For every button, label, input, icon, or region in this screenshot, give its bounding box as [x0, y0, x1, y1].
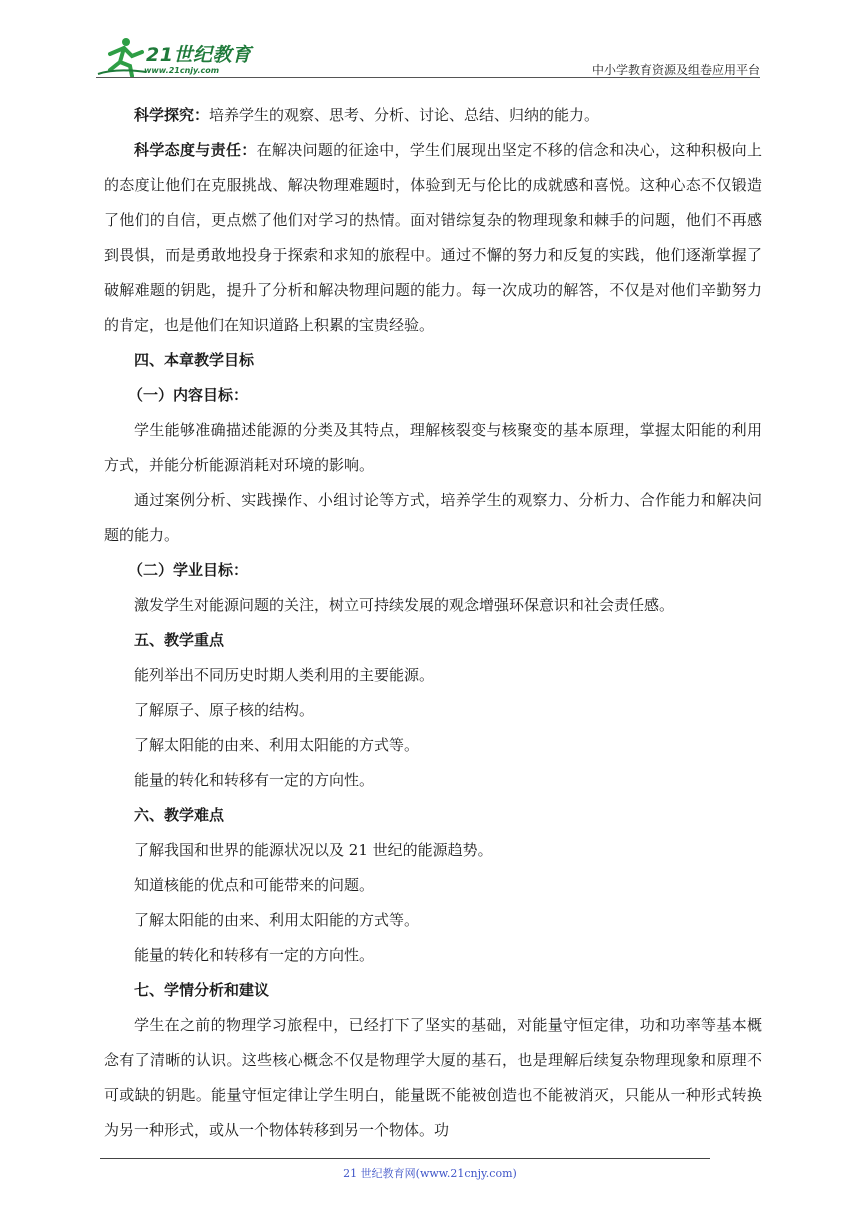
- list-item: 能量的转化和转移有一定的方向性。: [134, 771, 375, 789]
- subheading-academic-goals: （二）学业目标：: [128, 561, 249, 579]
- sci-inquiry-text: 培养学生的观察、思考、分析、讨论、总结、归纳的能力。: [209, 106, 600, 124]
- logo: [96, 34, 266, 78]
- document-body: [104, 98, 762, 1148]
- list-item: 能列举出不同历史时期人类利用的主要能源。: [134, 666, 435, 684]
- sci-inquiry-label: 科学探究：: [134, 106, 210, 124]
- list-item: 了解太阳能的由来、利用太阳能的方式等。: [134, 911, 420, 929]
- section-heading-7: 七、学情分析和建议: [134, 981, 270, 999]
- header-divider: [96, 77, 760, 78]
- logo-text: 21世纪教育: [146, 44, 252, 66]
- sci-attitude-label: 科学态度与责任：: [134, 141, 257, 159]
- list-item: 了解我国和世界的能源状况以及 21 世纪的能源趋势。: [134, 841, 493, 859]
- paragraph: 激发学生对能源问题的关注，树立可持续发展的观念增强环保意识和社会责任感。: [134, 596, 675, 614]
- list-item: 知道核能的优点和可能带来的问题。: [134, 876, 375, 894]
- list-item: 能量的转化和转移有一定的方向性。: [134, 946, 375, 964]
- paragraph: 学生能够准确描述能源的分类及其特点，理解核裂变与核聚变的基本原理，掌握太阳能的利用方式，并能分析能源消耗对环境的影响。: [104, 421, 762, 474]
- footer-text[interactable]: 21 世纪教育网(www.21cnjy.com): [343, 1167, 517, 1180]
- list-item: 了解原子、原子核的结构。: [134, 701, 315, 719]
- logo-url: www.21cnjy.com: [144, 66, 220, 75]
- section-heading-5: 五、教学重点: [134, 631, 225, 649]
- platform-name: 中小学教育资源及组卷应用平台: [591, 63, 760, 77]
- running-figure-icon: [96, 34, 148, 78]
- paragraph-sci-inquiry: [104, 98, 762, 133]
- subheading-content-goals: （一）内容目标：: [128, 386, 249, 404]
- paragraph: 学生在之前的物理学习旅程中，已经打下了坚实的基础，对能量守恒定律，功和功率等基本概念有了清晰的认识。这些核心概念不仅是物理学大厦的基石，也是理解后续复杂物理现象和原理不可或缺的钥匙。能量守恒定律让学生明白，能量既不能被创造也不能被消灭，只能从一种形式转换为另一种形式，或从一个物体转移到另一个物体。功: [104, 1016, 762, 1139]
- list-item: 了解太阳能的由来、利用太阳能的方式等。: [134, 736, 420, 754]
- sci-attitude-text: 在解决问题的征途中，学生们展现出坚定不移的信念和决心，这种积极向上的态度让他们在克服挑战、解决物理难题时，体验到无与伦比的成就感和喜悦。这种心态不仅锻造了他们的自信，更点燃了他们对学习的热情。面对错综复杂的物理现象和棘手的问题，他们不再感到畏惧，而是勇敢地投身于探索和求知的旅程中。通过不懈的努力和反复的实践，他们逐渐掌握了破解难题的钥匙，提升了分析和解决物理问题的能力。每一次成功的解答，不仅是对他们辛勤努力的肯定，也是他们在知识道路上积累的宝贵经验。: [104, 141, 762, 334]
- paragraph-sci-attitude: [104, 133, 762, 343]
- section-heading-4: 四、本章教学目标: [134, 351, 255, 369]
- section-heading-6: 六、教学难点: [134, 806, 225, 824]
- paragraph: 通过案例分析、实践操作、小组讨论等方式，培养学生的观察力、分析力、合作能力和解决问题的能力。: [104, 491, 762, 544]
- page-header: [96, 34, 760, 78]
- footer-divider: [100, 1158, 710, 1159]
